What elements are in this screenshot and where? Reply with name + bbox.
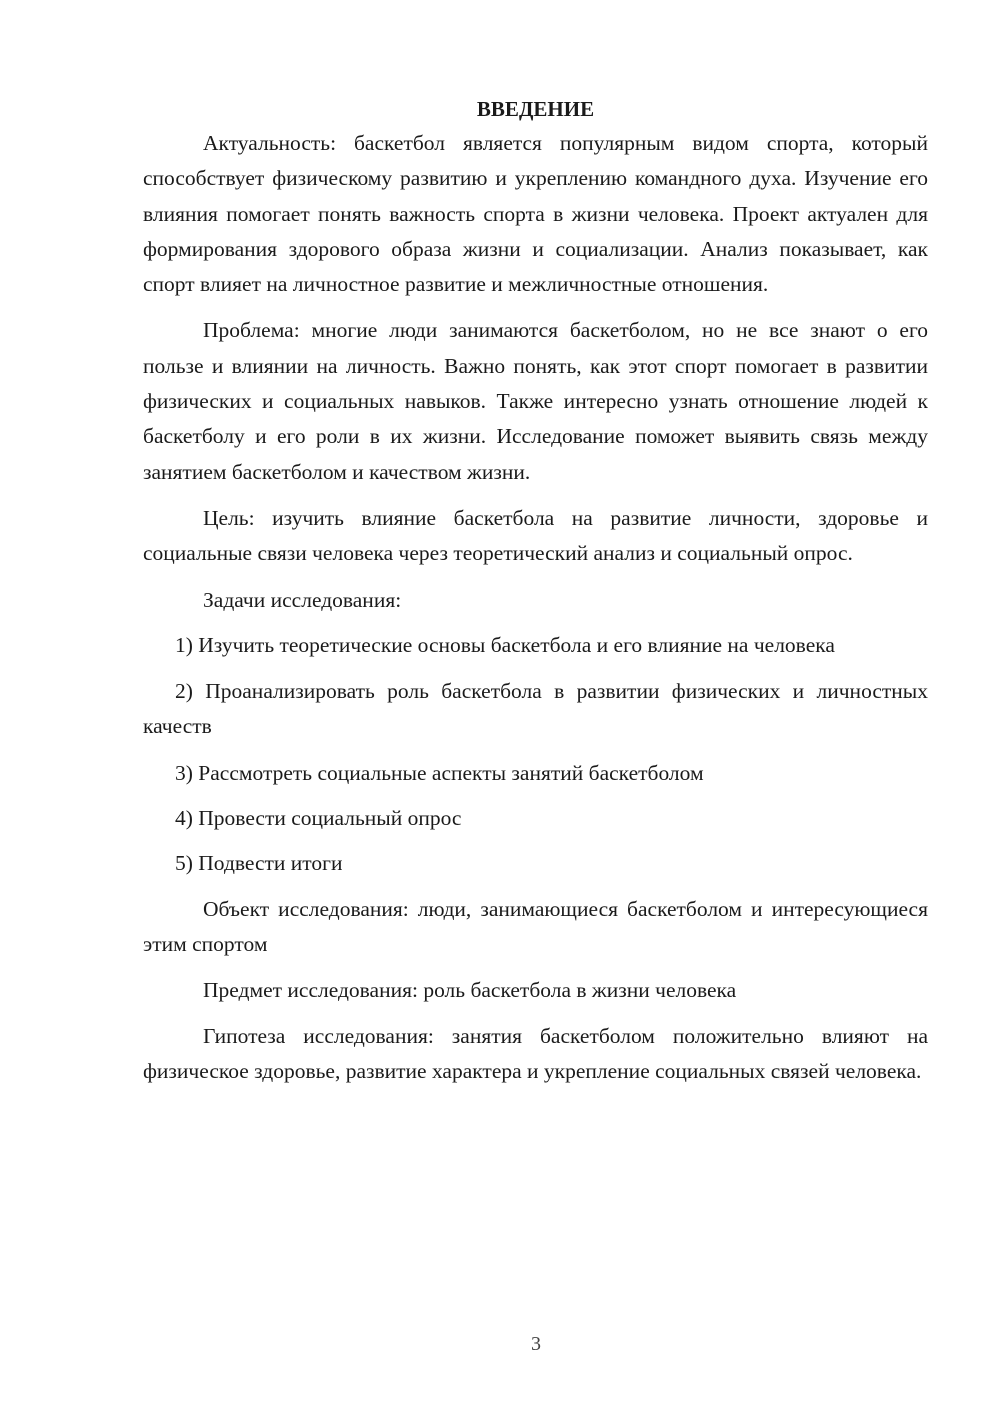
paragraph-object: Объект исследования: люди, занимающиеся баскетболом и интересующиеся этим спортом: [143, 896, 928, 956]
paragraph-relevance: Актуальность: баскетбол является популярным видом спорта, который способствует физическому развитию и укреплению командного духа. Изучение его влияния помогает понять важность спорта в жизни человека. Проект актуален для формирования здорового образа жизни и социализации. Анализ показывает, как спорт влияет на личностное развитие и межличностные отношения.: [143, 131, 928, 297]
section-heading: ВВЕДЕНИЕ: [476, 97, 595, 121]
page-number: 3: [531, 1333, 541, 1355]
paragraph-tasks-intro: Задачи исследования:: [203, 587, 402, 612]
document-page: [143, 92, 928, 1100]
paragraph-subject: Предмет исследования: роль баскетбола в жизни человека: [203, 978, 737, 1003]
task-item-5: 5) Подвести итоги: [175, 851, 343, 876]
paragraph-goal: Цель: изучить влияние баскетбола на развитие личности, здоровье и социальные связи человека через теоретический анализ и социальный опрос.: [143, 505, 928, 566]
task-item-1: 1) Изучить теоретические основы баскетбола и его влияние на человека: [175, 632, 835, 657]
paragraph-problem: Проблема: многие люди занимаются баскетболом, но не все знают о его пользе и влиянии на личность. Важно понять, как этот спорт помогает в развитии физических и социальных навыков. Также интересно узнать отношение людей к баскетболу и его роли в их жизни. Исследование поможет выявить связь между занятием баскетболом и качеством жизни.: [143, 318, 928, 484]
task-item-2: 2) Проанализировать роль баскетбола в развитии физических и личностных качеств: [143, 679, 928, 739]
task-item-4: 4) Провести социальный опрос: [175, 806, 462, 831]
paragraph-hypothesis: Гипотеза исследования: занятия баскетболом положительно влияют на физическое здоровье, развитие характера и укрепление социальных связей человека.: [143, 1023, 928, 1083]
task-item-3: 3) Рассмотреть социальные аспекты занятий баскетболом: [175, 760, 704, 785]
